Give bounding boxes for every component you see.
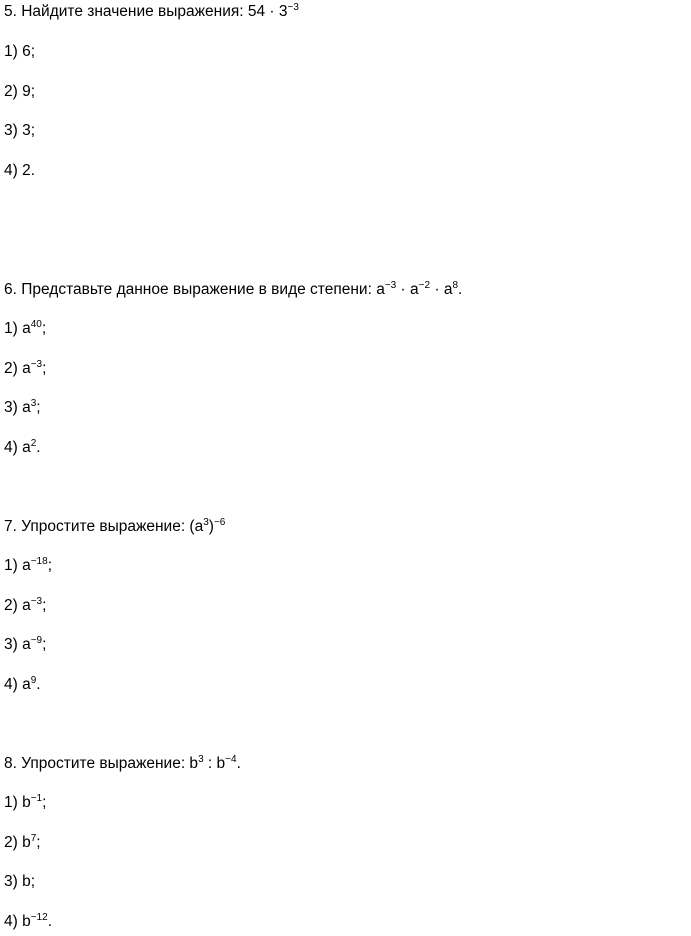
option-text: 3) b; <box>4 873 36 890</box>
question-8-option-4 <box>4 913 52 931</box>
option-punct: ; <box>36 834 41 851</box>
question-5-option-4: 4) 2. <box>4 162 36 179</box>
question-7-exponent-2: −6 <box>213 517 226 528</box>
question-6-exponent-2: −2 <box>418 280 431 291</box>
question-6-end: . <box>458 281 463 298</box>
question-7-text: 7. Упростите выражение: (a <box>4 518 204 535</box>
option-punct: ; <box>36 399 41 416</box>
question-7-exponent-1: 3 <box>203 517 209 528</box>
question-8-option-3 <box>4 873 35 891</box>
option-punct: . <box>36 676 41 693</box>
question-7-option-2 <box>4 597 46 615</box>
option-exponent: 3 <box>30 398 37 409</box>
option-text: 4) a <box>4 439 31 456</box>
question-6-text: 6. Представьте данное выражение в виде степени: <box>4 281 377 298</box>
question-7-paren: ) <box>208 518 214 535</box>
question-8-exponent-1: 3 <box>198 754 204 765</box>
question-8-text: 8. Упростите выражение: b <box>4 755 199 772</box>
option-exponent: −12 <box>30 912 48 923</box>
question-5-option-1: 1) 6; <box>4 43 36 60</box>
option-exponent: −18 <box>30 556 48 567</box>
option-text: 2) b <box>4 834 31 851</box>
option-punct: . <box>47 913 52 930</box>
option-exponent: 40 <box>30 319 42 330</box>
option-punct: ; <box>42 360 47 377</box>
option-text: 3) a <box>4 399 31 416</box>
option-exponent: −1 <box>30 793 43 804</box>
option-punct: ; <box>41 320 47 337</box>
question-7-option-4 <box>4 676 41 694</box>
option-exponent: 9 <box>30 675 37 686</box>
option-punct: ; <box>42 794 47 811</box>
question-6-option-4 <box>4 439 41 457</box>
question-8-end: . <box>236 755 241 772</box>
question-6-base-3: · a <box>430 281 453 298</box>
option-text: 3) a <box>4 636 31 653</box>
question-6-base-2: · a <box>396 281 419 298</box>
question-5-text: 5. Найдите значение выражения: 54 · 3 <box>4 3 288 20</box>
question-6-exponent-3: 8 <box>452 280 459 291</box>
option-text: 4) b <box>4 913 31 930</box>
option-text: 1) a <box>4 320 31 337</box>
option-text: 1) b <box>4 794 31 811</box>
option-exponent: −9 <box>30 635 43 646</box>
question-6-option-1 <box>4 320 46 338</box>
question-5 <box>4 3 299 21</box>
question-6 <box>4 281 462 299</box>
option-text: 4) a <box>4 676 31 693</box>
question-7-option-1 <box>4 557 52 575</box>
option-text: 1) a <box>4 557 31 574</box>
question-6-option-2 <box>4 360 46 378</box>
question-8-exponent-2: −4 <box>225 754 237 765</box>
option-punct: . <box>36 439 41 456</box>
option-text: 2) a <box>4 597 31 614</box>
question-8 <box>4 755 241 773</box>
option-exponent: 2 <box>30 438 37 449</box>
question-5-option-3: 3) 3; <box>4 122 36 139</box>
question-8-divide: : b <box>203 755 226 772</box>
option-text: 2) a <box>4 360 31 377</box>
option-exponent: −3 <box>30 359 43 370</box>
option-punct: ; <box>47 557 52 574</box>
question-8-option-1 <box>4 794 46 812</box>
question-7-option-3 <box>4 636 46 654</box>
question-6-exponent-1: −3 <box>384 280 397 291</box>
option-punct: ; <box>42 597 47 614</box>
question-6-base-1: a <box>376 281 385 298</box>
question-7 <box>4 518 225 536</box>
option-exponent: −3 <box>30 596 43 607</box>
option-exponent: 7 <box>30 833 37 844</box>
option-punct: ; <box>42 636 47 653</box>
question-5-exponent: −3 <box>287 2 299 13</box>
question-5-option-2: 2) 9; <box>4 83 36 100</box>
question-8-option-2 <box>4 834 41 852</box>
question-6-option-3 <box>4 399 41 417</box>
